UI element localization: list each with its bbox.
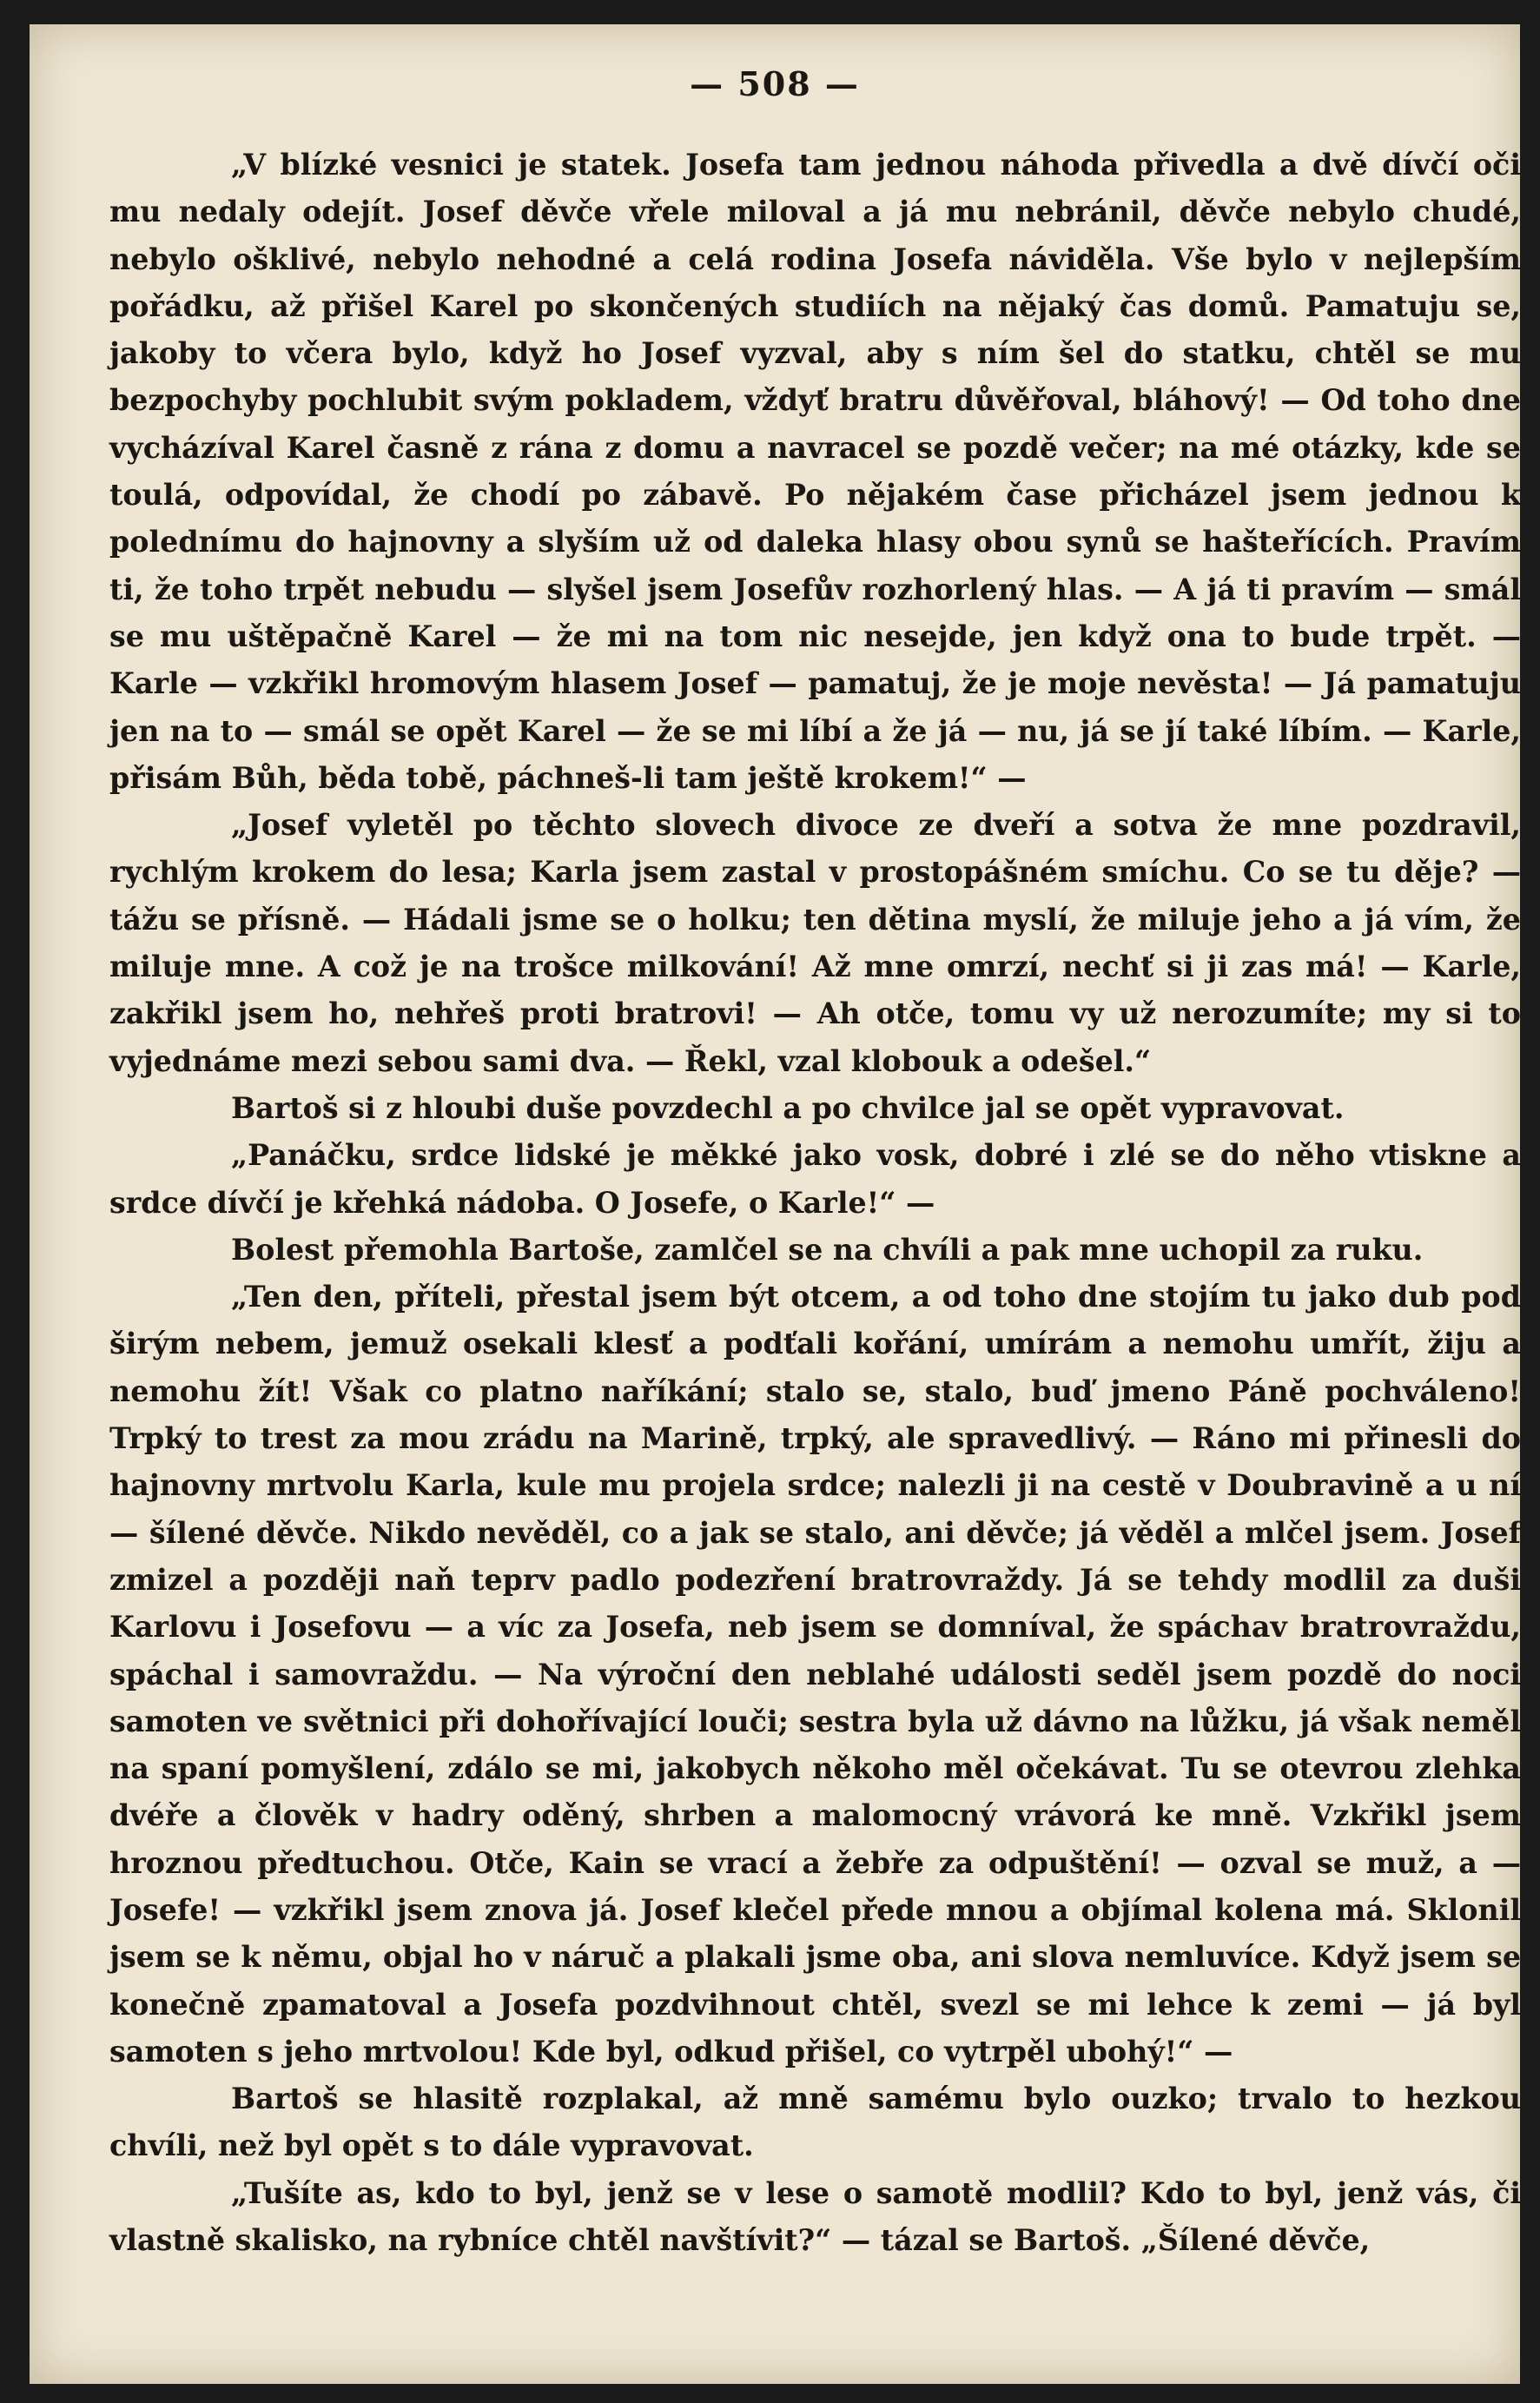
paragraph-7: Bartoš se hlasitě rozplakal, až mně samému bylo ouzko; trvalo to hezkou chvíli, než byl opět s to dále vypravovat.	[109, 2082, 1521, 2163]
paragraph-4: „Panáčku, srdce lidské je měkké jako vosk, dobré i zlé se do něho vtiskne a srdce dívčí je křehká nádoba. O Josefe, o Karle!“ —	[109, 1138, 1521, 1220]
page-number: — 508 —	[690, 64, 860, 103]
page-text	[109, 142, 1521, 2264]
paragraph-1: „V blízké vesnici je statek. Josefa tam jednou náhoda přivedla a dvě dívčí oči mu nedaly odejít. Josef děvče vřele miloval a já mu nebránil, děvče nebylo chudé, nebylo ošklivé, nebylo nehodné a celá rodina Josefa náviděla. Vše bylo v nejlepším pořádku, až přišel Karel po skončených studiích na nějaký čas domů. Pamatuju se, jakoby to včera bylo, když ho Josef vyzval, aby s ním šel do statku, chtěl se mu bezpochyby pochlubit svým pokladem, vždyť bratru důvěřoval, bláhový! — Od toho dne vycházíval Karel časně z rána z domu a navracel se pozdě večer; na mé otázky, kde se toulá, odpovídal, že chodí po zábavě. Po nějakém čase přicházel jsem jednou k polednímu do hajnovny a slyším už od daleka hlasy obou synů se hašteřících. Pravím ti, že toho trpět nebudu — slyšel jsem Josefův rozhorlený hlas. — A já ti pravím — smál se mu uštěpačně Karel — že mi na tom nic nesejde, jen když ona to bude trpět. — Karle — vzkřikl hromovým hlasem Josef — pamatuj, že je moje nevěsta! — Já pamatuju jen na to — smál se opět Karel — že se mi líbí a že já — nu, já se jí také líbím. — Karle, přisám Bůh, běda tobě, páchneš-li tam ještě krokem!“ —	[109, 148, 1521, 795]
paragraph-2: „Josef vyletěl po těchto slovech divoce ze dveří a sotva že mne pozdravil, rychlým krokem do lesa; Karla jsem zastal v prostopášném smíchu. Co se tu děje? — tážu se přísně. — Hádali jsme se o holku; ten dětina myslí, že miluje jeho a já vím, že miluje mne. A což je na trošce milkování! Až mne omrzí, nechť si ji zas má! — Karle, zakřikl jsem ho, nehřeš proti bratrovi! — Ah otče, tomu vy už nerozumíte; my si to vyjednáme mezi sebou sami dva. — Řekl, vzal klobouk a odešel.“	[109, 808, 1521, 1078]
paragraph-5: Bolest přemohla Bartoše, zamlčel se na chvíli a pak mne uchopil za ruku.	[231, 1232, 1424, 1267]
paragraph-6: „Ten den, příteli, přestal jsem být otcem, a od toho dne stojím tu jako dub pod širým nebem, jemuž osekali klesť a podťali kořání, umírám a nemohu umřít, žiju a nemohu žít! Však co platno naříkání; stalo se, stalo, buď jmeno Páně pochváleno! Trpký to trest za mou zrádu na Marině, trpký, ale spravedlivý. — Ráno mi přinesli do hajnovny mrtvolu Karla, kule mu projela srdce; nalezli ji na cestě v Doubravině a u ní — šílené děvče. Nikdo nevěděl, co a jak se stalo, ani děvče; já věděl a mlčel jsem. Josef zmizel a později naň teprv padlo podezření bratrovraždy. Já se tehdy modlil za duši Karlovu i Josefovu — a víc za Josefa, neb jsem se domníval, že spáchav bratrovraždu, spáchal i samovraždu. — Na výroční den neblahé události seděl jsem pozdě do noci samoten ve světnici při dohořívající louči; sestra byla už dávno na lůžku, já však neměl na spaní pomyšlení, zdálo se mi, jakobych někoho měl očekávat. Tu se otevrou zlehka dvéře a člověk v hadry oděný, shrben a malomocný vrávorá ke mně. Vzkřikl jsem hroznou předtuchou. Otče, Kain se vrací a žebře za odpuštění! — ozval se muž, a — Josefe! — vzkřikl jsem znova já. Josef klečel přede mnou a objímal kolena má. Sklonil jsem se k němu, objal ho v náruč a plakali jsme oba, ani slova nemluvíce. Když jsem se konečně zpamatoval a Josefa pozdvihnout chtěl, svezl se mi lehce k zemi — já byl samoten s jeho mrtvolou! Kde byl, odkud přišel, co vytrpěl ubohý!“ —	[109, 1280, 1521, 2069]
paragraph-8: „Tušíte as, kdo to byl, jenž se v lese o samotě modlil? Kdo to byl, jenž vás, či vlastně skalisko, na rybníce chtěl navštívit?“ — tázal se Bartoš. „Šílené děvče,	[109, 2175, 1521, 2258]
paragraph-3: Bartoš si z hloubi duše povzdechl a po chvilce jal se opět vypravovat.	[231, 1090, 1345, 1125]
book-page	[30, 24, 1520, 2384]
